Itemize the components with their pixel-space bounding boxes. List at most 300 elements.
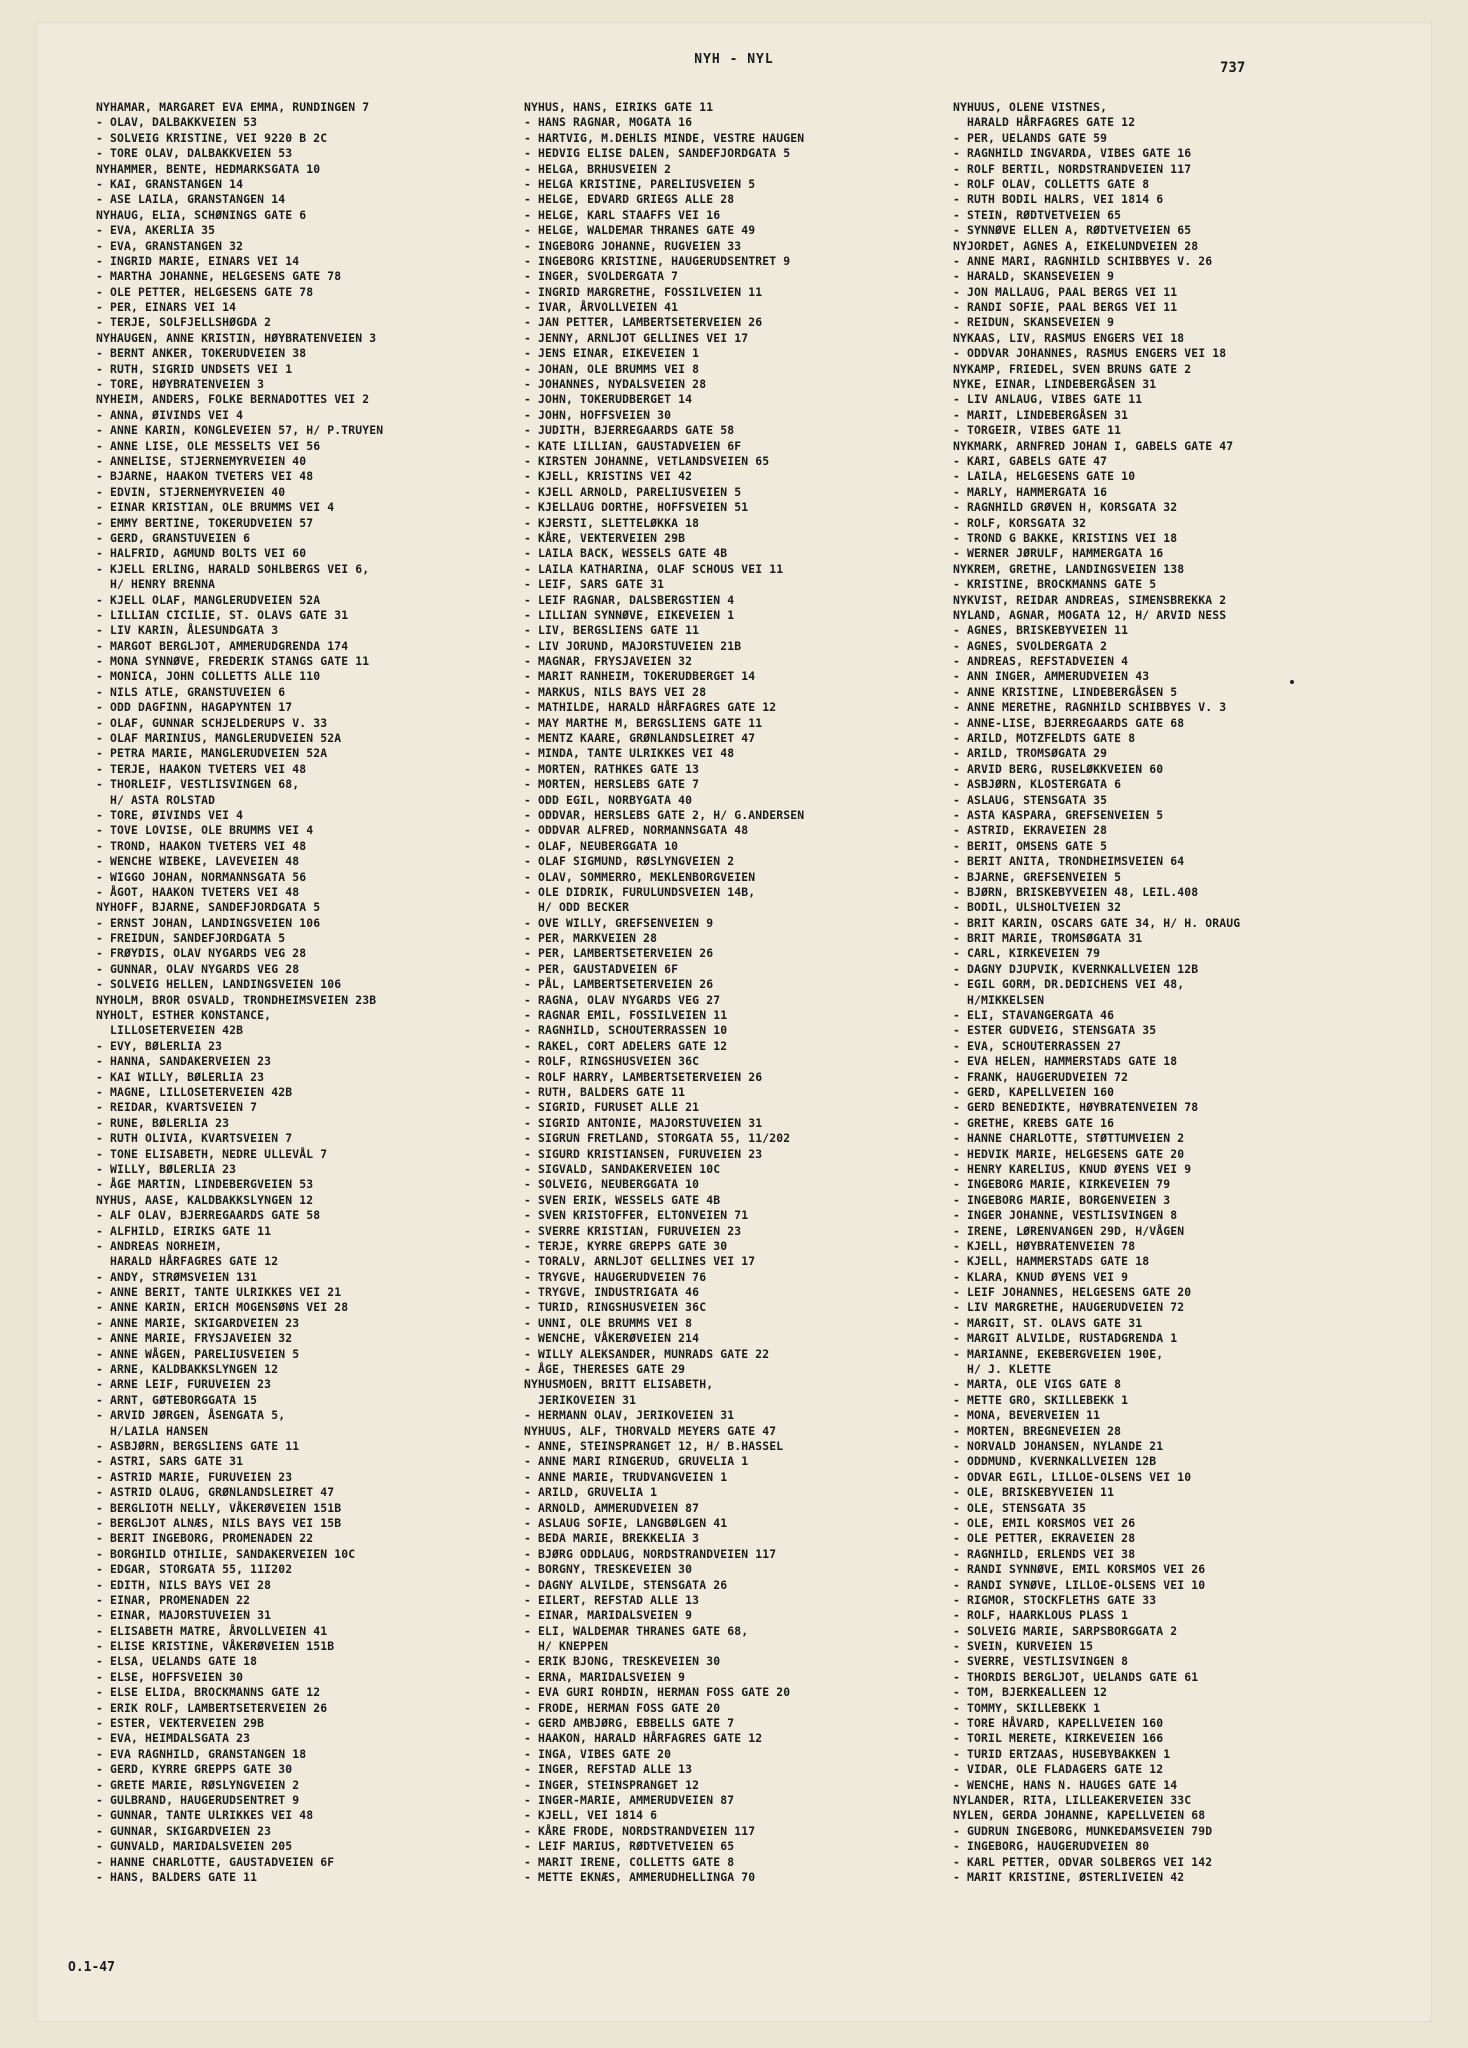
directory-entry: - ANDREAS, REFSTADVEIEN 4 xyxy=(953,654,1129,669)
directory-entry: - WENCHE, HANS N. HAUGES GATE 14 xyxy=(953,1777,1178,1792)
directory-entry: - PER, EINARS VEI 14 xyxy=(96,300,237,315)
directory-entry: - ANNE BERIT, TANTE ULRIKKES VEI 21 xyxy=(96,1285,342,1300)
directory-entry: - GUDRUN INGEBORG, MUNKEDAMSVEIEN 79D xyxy=(953,1823,1213,1838)
directory-entry: - GERD, KYRRE GREPPS GATE 30 xyxy=(96,1762,293,1777)
directory-entry: - MAGNAR, FRYSJAVEIEN 32 xyxy=(524,654,693,669)
directory-entry: NYHUS, HANS, EIRIKS GATE 11 xyxy=(524,100,714,114)
directory-entry: - OLAV, SOMMERRO, MEKLENBORGVEIEN xyxy=(524,869,756,884)
directory-entry: - EVA, AKERLIA 35 xyxy=(96,223,216,238)
directory-entry: - GERD, KAPELLVEIEN 160 xyxy=(953,1085,1115,1099)
directory-entry: - INGRID MARGRETHE, FOSSILVEIEN 11 xyxy=(524,284,763,299)
directory-entry: - TORE, HØYBRATENVEIEN 3 xyxy=(96,377,265,392)
directory-entry: - ODDVAR JOHANNES, RASMUS ENGERS VEI 18 xyxy=(953,346,1227,361)
directory-entry: - THORLEIF, VESTLISVINGEN 68, xyxy=(96,777,300,792)
directory-entry: - GRETE MARIE, RØSLYNGVEIEN 2 xyxy=(96,1777,300,1792)
directory-entry: - ÅGE MARTIN, LINDEBERGVEIEN 53 xyxy=(96,1177,314,1192)
directory-entry: - RUTH, SIGRID UNDSETS VEI 1 xyxy=(96,361,293,376)
directory-entry: - RUTH BODIL HALRS, VEI 1814 6 xyxy=(953,192,1164,207)
directory-entry: - RAKEL, CORT ADELERS GATE 12 xyxy=(524,1038,728,1053)
directory-entry: - BERNT ANKER, TOKERUDVEIEN 38 xyxy=(96,346,307,361)
directory-entry: - ODDVAR, HERSLEBS GATE 2, H/ G.ANDERSEN xyxy=(524,807,805,822)
directory-entry: - LIV MARGRETHE, HAUGERUDVEIEN 72 xyxy=(953,1300,1185,1315)
directory-entry: - ROLF, RINGSHUSVEIEN 36C xyxy=(524,1054,700,1069)
directory-entry: - ROLF HARRY, LAMBERTSETERVEIEN 26 xyxy=(524,1069,763,1084)
directory-entry: - HERMANN OLAV, JERIKOVEIEN 31 xyxy=(524,1408,735,1423)
directory-entry: - ANNE MARIE, FRYSJAVEIEN 32 xyxy=(96,1331,293,1346)
directory-entry: - TROND G BAKKE, KRISTINS VEI 18 xyxy=(953,530,1178,545)
directory-entry: - DAGNY ALVILDE, STENSGATA 26 xyxy=(524,1577,728,1592)
directory-entry: - TORE, ØIVINDS VEI 4 xyxy=(96,807,244,822)
directory-entry: - ASE LAILA, GRANSTANGEN 14 xyxy=(96,192,286,207)
directory-entry: - ANNA, ØIVINDS VEI 4 xyxy=(96,407,244,422)
directory-entry: - KJELL, HØYBRATENVEIEN 78 xyxy=(953,1238,1136,1253)
directory-entry: H/MIKKELSEN xyxy=(953,992,1045,1007)
directory-entry: - ANNE-LISE, BJERREGAARDS GATE 68 xyxy=(953,715,1185,730)
directory-entry: - INGER, STEINSPRANGET 12 xyxy=(524,1777,700,1792)
directory-entry: - HELGE, WALDEMAR THRANES GATE 49 xyxy=(524,223,756,238)
directory-entry: - ÅGE, THERESES GATE 29 xyxy=(524,1362,686,1377)
directory-entry: - EDGAR, STORGATA 55, 11I202 xyxy=(96,1562,293,1577)
directory-entry: - EMMY BERTINE, TOKERUDVEIEN 57 xyxy=(96,515,314,530)
directory-entry: - WILLY ALEKSANDER, MUNRADS GATE 22 xyxy=(524,1346,770,1361)
directory-entry: - ERNA, MARIDALSVEIEN 9 xyxy=(524,1669,686,1684)
directory-entry: NYKMARK, ARNFRED JOHAN I, GABELS GATE 47 xyxy=(953,438,1234,453)
directory-entry: - OLE PETTER, HELGESENS GATE 78 xyxy=(96,284,314,299)
directory-entry: - ERNST JOHAN, LANDINGSVEIEN 106 xyxy=(96,915,321,930)
directory-entry: - TORE HÅVARD, KAPELLVEIEN 160 xyxy=(953,1716,1164,1731)
directory-entry: - SVEN ERIK, WESSELS GATE 4B xyxy=(524,1192,721,1207)
directory-entry: - BRIT KARIN, OSCARS GATE 34, H/ H. ORAUG xyxy=(953,915,1241,930)
directory-entry: - EINAR, MAJORSTUVEIEN 31 xyxy=(96,1608,272,1623)
directory-entry: - TRYGVE, INDUSTRIGATA 46 xyxy=(524,1285,700,1300)
directory-entry: NYHEIM, ANDERS, FOLKE BERNADOTTES VEI 2 xyxy=(96,392,370,407)
directory-entry: - LEIF, SARS GATE 31 xyxy=(524,577,665,592)
directory-entry: - ANNE MARI RINGERUD, GRUVELIA 1 xyxy=(524,1454,749,1469)
directory-entry: - ANNE MARIE, TRUDVANGVEIEN 1 xyxy=(524,1469,728,1484)
directory-entry: H/ J. KLETTE xyxy=(953,1362,1052,1377)
directory-entry: - GUNNAR, SKIGARDVEIEN 23 xyxy=(96,1823,272,1838)
directory-entry: - FRØYDIS, OLAV NYGARDS VEG 28 xyxy=(96,946,307,961)
directory-entry: - BERIT INGEBORG, PROMENADEN 22 xyxy=(96,1531,314,1546)
directory-entry: JERIKOVEIEN 31 xyxy=(524,1392,637,1407)
directory-entry: - SOLVEIG HELLEN, LANDINGSVEIEN 106 xyxy=(96,977,342,992)
directory-entry: - RAGNHILD, SCHOUTERRASSEN 10 xyxy=(524,1023,728,1038)
directory-entry: - HAAKON, HARALD HÅRFAGRES GATE 12 xyxy=(524,1731,763,1746)
directory-entry: - INGEBORG JOHANNE, RUGVEIEN 33 xyxy=(524,238,742,253)
directory-entry: - SOLVEIG, NEUBERGGATA 10 xyxy=(524,1177,700,1192)
directory-entry: - MARIANNE, EKEBERGVEIEN 190E, xyxy=(953,1346,1164,1361)
directory-entry: - ELI, STAVANGERGATA 46 xyxy=(953,1008,1115,1023)
directory-entry: - TOVE LOVISE, OLE BRUMMS VEI 4 xyxy=(96,823,314,838)
directory-entry: - INGEBORG KRISTINE, HAUGERUDSENTRET 9 xyxy=(524,253,791,268)
directory-entry: - HELGA, BRHUSVEIEN 2 xyxy=(524,161,672,176)
directory-entry: - OLE, STENSGATA 35 xyxy=(953,1500,1087,1515)
directory-entry: - JON MALLAUG, PAAL BERGS VEI 11 xyxy=(953,284,1178,299)
directory-entry: - BJØRG ODDLAUG, NORDSTRANDVEIEN 117 xyxy=(524,1546,777,1561)
directory-entry: - ANNE MARI, RAGNHILD SCHIBBYES V. 26 xyxy=(953,253,1213,268)
directory-entry: - MAGNE, LILLOSETERVEIEN 42B xyxy=(96,1085,293,1099)
directory-entry: NYHAMMER, BENTE, HEDMARKSGATA 10 xyxy=(96,161,321,176)
directory-entry: - HELGE, EDVARD GRIEGS ALLE 28 xyxy=(524,192,735,207)
directory-entry: - VIDAR, OLE FLADAGERS GATE 12 xyxy=(953,1762,1164,1777)
directory-entry: - TRYGVE, HAUGERUDVEIEN 76 xyxy=(524,1269,707,1284)
directory-entry: - KRISTINE, BROCKMANNS GATE 5 xyxy=(953,577,1157,592)
directory-entry: - ELISE KRISTINE, VÅKERØVEIEN 151B xyxy=(96,1639,335,1654)
directory-entry: - TORIL MERETE, KIRKEVEIEN 166 xyxy=(953,1731,1164,1746)
directory-entry: - UNNI, OLE BRUMMS VEI 8 xyxy=(524,1315,693,1330)
directory-entry: - EGIL GORM, DR.DEDICHENS VEI 48, xyxy=(953,977,1185,992)
directory-entry: - ARNE LEIF, FURUVEIEN 23 xyxy=(96,1377,272,1392)
directory-entry: - ANDY, STRØMSVEIEN 131 xyxy=(96,1269,258,1284)
directory-entry: LILLOSETERVEIEN 42B xyxy=(96,1023,244,1038)
directory-entry: - KLARA, KNUD ØYENS VEI 9 xyxy=(953,1269,1129,1284)
directory-entry: - RUTH OLIVIA, KVARTSVEIEN 7 xyxy=(96,1131,293,1146)
directory-entry: NYKREM, GRETHE, LANDINGSVEIEN 138 xyxy=(953,561,1185,576)
directory-entry: - TERJE, KYRRE GREPPS GATE 30 xyxy=(524,1238,728,1253)
directory-entry: - EILERT, REFSTAD ALLE 13 xyxy=(524,1592,700,1607)
directory-entry: - MARTHA JOHANNE, HELGESENS GATE 78 xyxy=(96,269,342,284)
directory-entry: - MAY MARTHE M, BERGSLIENS GATE 11 xyxy=(524,715,763,730)
directory-entry: - ROLF BERTIL, NORDSTRANDVEIEN 117 xyxy=(953,161,1192,176)
directory-entry: - PER, LAMBERTSETERVEIEN 26 xyxy=(524,946,714,961)
directory-entry: - HEDVIK MARIE, HELGESENS GATE 20 xyxy=(953,1146,1185,1161)
directory-entry: - ANNE KRISTINE, LINDEBERGÅSEN 5 xyxy=(953,684,1178,699)
directory-entry: - SOLVEIG MARIE, SARPSBORGGATA 2 xyxy=(953,1623,1178,1638)
directory-entry: - ERIK ROLF, LAMBERTSETERVEIEN 26 xyxy=(96,1700,328,1715)
directory-entry: NYLANDER, RITA, LILLEAKERVEIEN 33C xyxy=(953,1792,1192,1807)
directory-entry: - EINAR, PROMENADEN 22 xyxy=(96,1592,251,1607)
directory-entry: - TORGEIR, VIBES GATE 11 xyxy=(953,423,1122,438)
directory-entry: - LEIF RAGNAR, DALSBERGSTIEN 4 xyxy=(524,592,735,607)
directory-entry: - ODDMUND, KVERNKALLVEIEN 12B xyxy=(953,1454,1157,1469)
directory-entry: - DAGNY DJUPVIK, KVERNKALLVEIEN 12B xyxy=(953,961,1199,976)
directory-entry: - WILLY, BØLERLIA 23 xyxy=(96,1161,237,1176)
directory-entry: - LIV JORUND, MAJORSTUVEIEN 21B xyxy=(524,638,742,653)
directory-entry: - ANNELISE, STJERNEMYRVEIEN 40 xyxy=(96,453,307,468)
directory-entry: - JUDITH, BJERREGAARDS GATE 58 xyxy=(524,423,735,438)
directory-entry: - RAGNAR EMIL, FOSSILVEIEN 11 xyxy=(524,1008,728,1023)
directory-entry: NYKE, EINAR, LINDEBERGÅSEN 31 xyxy=(953,377,1157,392)
directory-entry: - ASTA KASPARA, GREFSENVEIEN 5 xyxy=(953,807,1164,822)
directory-entry: - BORGNY, TRESKEVEIEN 30 xyxy=(524,1562,693,1577)
directory-entry: - EVA, HEIMDALSGATA 23 xyxy=(96,1731,251,1746)
directory-entry: - MARIT RANHEIM, TOKERUDBERGET 14 xyxy=(524,669,756,684)
directory-entry: - MONA SYNNØVE, FREDERIK STANGS GATE 11 xyxy=(96,654,370,669)
directory-entry: - GERD BENEDIKTE, HØYBRATENVEIEN 78 xyxy=(953,1100,1199,1115)
directory-entry: - PER, GAUSTADVEIEN 6F xyxy=(524,961,679,976)
directory-entry: - BJARNE, HAAKON TVETERS VEI 48 xyxy=(96,469,314,484)
directory-entry: - LIV ANLAUG, VIBES GATE 11 xyxy=(953,392,1143,407)
directory-entry: - KAI, GRANSTANGEN 14 xyxy=(96,176,244,191)
directory-entry: - GUNVALD, MARIDALSVEIEN 205 xyxy=(96,1839,293,1854)
directory-entry: - SVEIN, KURVEIEN 15 xyxy=(953,1639,1094,1654)
directory-entry: - ARNE, KALDBAKKSLYNGEN 12 xyxy=(96,1362,279,1377)
print-speck xyxy=(1290,680,1294,684)
directory-entry: - SVERRE, VESTLISVINGEN 8 xyxy=(953,1654,1129,1669)
directory-entry: - HENRY KARELIUS, KNUD ØYENS VEI 9 xyxy=(953,1161,1192,1176)
directory-entry: - AGNES, BRISKEBYVEIEN 11 xyxy=(953,623,1129,638)
directory-entry: - OLAF, GUNNAR SCHJELDERUPS V. 33 xyxy=(96,715,328,730)
directory-entry: - IVAR, ÅRVOLLVEIEN 41 xyxy=(524,300,679,315)
directory-column-2 xyxy=(524,100,804,1885)
directory-entry: - JOHN, TOKERUDBERGET 14 xyxy=(524,392,693,407)
directory-entry: - ANNE WÅGEN, PARELIUSVEIEN 5 xyxy=(96,1346,300,1361)
directory-entry: - PETRA MARIE, MANGLERUDVEIEN 52A xyxy=(96,746,328,761)
directory-entry: - TROND, HAAKON TVETERS VEI 48 xyxy=(96,838,307,853)
directory-entry: - INGA, VIBES GATE 20 xyxy=(524,1746,672,1761)
directory-entry: - ODVAR EGIL, LILLOE-OLSENS VEI 10 xyxy=(953,1469,1192,1484)
directory-entry: - BERGLJOT ALNÆS, NILS BAYS VEI 15B xyxy=(96,1515,342,1530)
directory-entry: - EVA RAGNHILD, GRANSTANGEN 18 xyxy=(96,1746,307,1761)
directory-entry: - WENCHE WIBEKE, LAVEVEIEN 48 xyxy=(96,854,300,869)
directory-entry: - OLE, EMIL KORSMOS VEI 26 xyxy=(953,1515,1136,1530)
directory-entry: NYJORDET, AGNES A, EIKELUNDVEIEN 28 xyxy=(953,238,1199,253)
directory-entry: - MARGIT, ST. OLAVS GATE 31 xyxy=(953,1315,1143,1330)
directory-entry: - OLAV, DALBAKKVEIEN 53 xyxy=(96,115,258,130)
directory-entry: - GERD AMBJØRG, EBBELLS GATE 7 xyxy=(524,1716,735,1731)
directory-entry: - ELI, WALDEMAR THRANES GATE 68, xyxy=(524,1623,749,1638)
directory-entry: NYHUUS, ALF, THORVALD MEYERS GATE 47 xyxy=(524,1423,777,1438)
directory-entry: - ERIK BJONG, TRESKEVEIEN 30 xyxy=(524,1654,721,1669)
directory-entry: - INGER-MARIE, AMMERUDVEIEN 87 xyxy=(524,1792,735,1807)
directory-entry: - ARVID BERG, RUSELØKKVEIEN 60 xyxy=(953,761,1164,776)
directory-entry: - CARL, KIRKEVEIEN 79 xyxy=(953,946,1101,961)
directory-entry: - BERIT ANITA, TRONDHEIMSVEIEN 64 xyxy=(953,854,1185,869)
directory-entry: NYHOFF, BJARNE, SANDEFJORDGATA 5 xyxy=(96,900,321,915)
directory-entry: - MORTEN, HERSLEBS GATE 7 xyxy=(524,777,700,792)
directory-entry: - EVA, GRANSTANGEN 32 xyxy=(96,238,244,253)
directory-entry: NYKAAS, LIV, RASMUS ENGERS VEI 18 xyxy=(953,330,1185,345)
directory-entry: - ARNOLD, AMMERUDVEIEN 87 xyxy=(524,1500,700,1515)
directory-entry: - ARILD, MOTZFELDTS GATE 8 xyxy=(953,731,1136,746)
directory-entry: - ARNT, GØTEBORGGATA 15 xyxy=(96,1392,258,1407)
directory-entry: - FRODE, HERMAN FOSS GATE 20 xyxy=(524,1700,721,1715)
directory-entry: - RAGNHILD INGVARDA, VIBES GATE 16 xyxy=(953,146,1192,161)
directory-entry: - LEIF JOHANNES, HELGESENS GATE 20 xyxy=(953,1285,1192,1300)
directory-entry: - ODD DAGFINN, HAGAPYNTEN 17 xyxy=(96,700,293,715)
directory-entry: - ALF OLAV, BJERREGAARDS GATE 58 xyxy=(96,1208,321,1223)
directory-entry: - INGER JOHANNE, VESTLISVINGEN 8 xyxy=(953,1208,1178,1223)
directory-entry: - HANS, BALDERS GATE 11 xyxy=(96,1869,258,1884)
directory-entry: - FREIDUN, SANDEFJORDGATA 5 xyxy=(96,931,286,946)
directory-entry: - LEIF MARIUS, RØDTVETVEIEN 65 xyxy=(524,1839,735,1854)
directory-entry: - BORGHILD OTHILIE, SANDAKERVEIEN 10C xyxy=(96,1546,356,1561)
directory-entry: - EINAR KRISTIAN, OLE BRUMMS VEI 4 xyxy=(96,500,335,515)
directory-entry: - TERJE, SOLFJELLSHØGDA 2 xyxy=(96,315,272,330)
directory-entry: - TERJE, HAAKON TVETERS VEI 48 xyxy=(96,761,307,776)
directory-entry: NYLAND, AGNAR, MOGATA 12, H/ ARVID NESS xyxy=(953,607,1227,622)
directory-entry: - ASTRID, EKRAVEIEN 28 xyxy=(953,823,1108,838)
directory-entry: - NILS ATLE, GRANSTUVEIEN 6 xyxy=(96,684,286,699)
page-number: 737 xyxy=(1220,60,1246,76)
directory-entry: - RUTH, BALDERS GATE 11 xyxy=(524,1085,686,1099)
directory-entry: - KÅRE, VEKTERVEIEN 29B xyxy=(524,530,686,545)
directory-entry: - EINAR, MARIDALSVEIEN 9 xyxy=(524,1608,693,1623)
directory-entry: - THORDIS BERGLJOT, UELANDS GATE 61 xyxy=(953,1669,1199,1684)
directory-entry: - TONE ELISABETH, NEDRE ULLEVÅL 7 xyxy=(96,1146,328,1161)
directory-entry: - RANDI SOFIE, PAAL BERGS VEI 11 xyxy=(953,300,1178,315)
directory-entry: - TURID, RINGSHUSVEIEN 36C xyxy=(524,1300,707,1315)
directory-entry: - KJELL OLAF, MANGLERUDVEIEN 52A xyxy=(96,592,321,607)
directory-entry: - ASBJØRN, KLOSTERGATA 6 xyxy=(953,777,1122,792)
directory-entry: NYHAUGEN, ANNE KRISTIN, HØYBRATENVEIEN 3 xyxy=(96,330,377,345)
directory-entry: NYHAUG, ELIA, SCHØNINGS GATE 6 xyxy=(96,207,307,222)
directory-entry: - EVA HELEN, HAMMERSTADS GATE 18 xyxy=(953,1054,1178,1069)
directory-entry: - MARGIT ALVILDE, RUSTADGRENDA 1 xyxy=(953,1331,1178,1346)
directory-entry: - HEDVIG ELISE DALEN, SANDEFJORDGATA 5 xyxy=(524,146,791,161)
directory-entry: - MARTA, OLE VIGS GATE 8 xyxy=(953,1377,1122,1392)
directory-entry: - KARL PETTER, ODVAR SOLBERGS VEI 142 xyxy=(953,1854,1213,1869)
directory-entry: - ANNE MARIE, SKIGARDVEIEN 23 xyxy=(96,1315,300,1330)
directory-entry: HARALD HÅRFAGRES GATE 12 xyxy=(96,1254,279,1269)
directory-entry: - ASTRI, SARS GATE 31 xyxy=(96,1454,244,1469)
directory-entry: - ARILD, GRUVELIA 1 xyxy=(524,1485,658,1500)
directory-entry: - MARGOT BERGLJOT, AMMERUDGRENDA 174 xyxy=(96,638,349,653)
directory-entry: - OLAF, NEUBERGGATA 10 xyxy=(524,838,679,853)
directory-entry: - METTE EKNÆS, AMMERUDHELLINGA 70 xyxy=(524,1869,756,1884)
directory-entry: - MONICA, JOHN COLLETTS ALLE 110 xyxy=(96,669,321,684)
directory-entry: - BJØRN, BRISKEBYVEIEN 48, LEIL.408 xyxy=(953,884,1199,899)
directory-entry: - BERGLIOTH NELLY, VÅKERØVEIEN 151B xyxy=(96,1500,342,1515)
directory-entry: - MENTZ KAARE, GRØNLANDSLEIRET 47 xyxy=(524,731,756,746)
directory-entry: - LILLIAN CICILIE, ST. OLAVS GATE 31 xyxy=(96,607,349,622)
directory-entry: - AGNES, SVOLDERGATA 2 xyxy=(953,638,1108,653)
directory-entry: - TORE OLAV, DALBAKKVEIEN 53 xyxy=(96,146,293,161)
directory-entry: - JOHAN, OLE BRUMMS VEI 8 xyxy=(524,361,700,376)
directory-entry: - ANN INGER, AMMERUDVEIEN 43 xyxy=(953,669,1150,684)
directory-entry: - KÅRE FRODE, NORDSTRANDVEIEN 117 xyxy=(524,1823,756,1838)
directory-entry: - SOLVEIG KRISTINE, VEI 9220 B 2C xyxy=(96,130,328,145)
directory-entry: - TOMMY, SKILLEBEKK 1 xyxy=(953,1700,1101,1715)
page-header-range: NYH - NYL xyxy=(694,52,774,67)
directory-entry: - MINDA, TANTE ULRIKKES VEI 48 xyxy=(524,746,735,761)
directory-entry: - GRETHE, KREBS GATE 16 xyxy=(953,1115,1115,1130)
directory-entry: H/LAILA HANSEN xyxy=(96,1423,209,1438)
directory-entry: - BEDA MARIE, BREKKELIA 3 xyxy=(524,1531,700,1546)
directory-entry: - SYNNØVE ELLEN A, RØDTVETVEIEN 65 xyxy=(953,223,1192,238)
directory-entry: - GUNNAR, TANTE ULRIKKES VEI 48 xyxy=(96,1808,314,1823)
directory-entry: - HARALD, SKANSEVEIEN 9 xyxy=(953,269,1115,284)
directory-entry: - LILLIAN SYNNØVE, EIKEVEIEN 1 xyxy=(524,607,735,622)
directory-entry: H/ KNEPPEN xyxy=(524,1639,609,1654)
directory-entry: - MORTEN, BREGNEVEIEN 28 xyxy=(953,1423,1122,1438)
directory-entry: - RUNE, BØLERLIA 23 xyxy=(96,1115,230,1130)
directory-entry: - RAGNHILD, ERLENDS VEI 38 xyxy=(953,1546,1136,1561)
directory-entry: - ALFHILD, EIRIKS GATE 11 xyxy=(96,1223,272,1238)
directory-entry: - KJELL ERLING, HARALD SOHLBERGS VEI 6, xyxy=(96,561,370,576)
directory-entry: - WENCHE, VÅKERØVEIEN 214 xyxy=(524,1331,700,1346)
directory-entry: - NORVALD JOHANSEN, NYLANDE 21 xyxy=(953,1438,1164,1453)
directory-entry: - BODIL, ULSHOLTVEIEN 32 xyxy=(953,900,1122,915)
directory-entry: - INGER, REFSTAD ALLE 13 xyxy=(524,1762,693,1777)
directory-entry: - SIGVALD, SANDAKERVEIEN 10C xyxy=(524,1161,721,1176)
directory-entry: - GUNNAR, OLAV NYGARDS VEG 28 xyxy=(96,961,300,976)
directory-entry: - ODD EGIL, NORBYGATA 40 xyxy=(524,792,693,807)
directory-entry: - RAGNHILD GRØVEN H, KORSGATA 32 xyxy=(953,500,1178,515)
directory-entry: - EVA GURI ROHDIN, HERMAN FOSS GATE 20 xyxy=(524,1685,791,1700)
directory-entry: - ESTER, VEKTERVEIEN 29B xyxy=(96,1716,265,1731)
directory-entry: - ASBJØRN, BERGSLIENS GATE 11 xyxy=(96,1438,300,1453)
directory-entry: NYKAMP, FRIEDEL, SVEN BRUNS GATE 2 xyxy=(953,361,1192,376)
directory-entry: - EDITH, NILS BAYS VEI 28 xyxy=(96,1577,272,1592)
directory-entry: - ROLF, KORSGATA 32 xyxy=(953,515,1087,530)
directory-entry: H/ ODD BECKER xyxy=(524,900,630,915)
directory-entry: - ASLAUG SOFIE, LANGBØLGEN 41 xyxy=(524,1515,728,1530)
directory-entry: - GERD, GRANSTUVEIEN 6 xyxy=(96,530,251,545)
directory-entry: - KJELL ARNOLD, PARELIUSVEIEN 5 xyxy=(524,484,742,499)
directory-entry: - KIRSTEN JOHANNE, VETLANDSVEIEN 65 xyxy=(524,453,770,468)
directory-entry: - ANNE KARIN, KONGLEVEIEN 57, H/ P.TRUYEN xyxy=(96,423,384,438)
directory-entry: - HALFRID, AGMUND BOLTS VEI 60 xyxy=(96,546,307,561)
directory-entry: - JOHN, HOFFSVEIEN 30 xyxy=(524,407,672,422)
directory-entry: - OLE PETTER, EKRAVEIEN 28 xyxy=(953,1531,1136,1546)
directory-entry: - RAGNA, OLAV NYGARDS VEG 27 xyxy=(524,992,721,1007)
directory-entry: - SIGRUN FRETLAND, STORGATA 55, 11/202 xyxy=(524,1131,791,1146)
directory-entry: - BRIT MARIE, TROMSØGATA 31 xyxy=(953,931,1143,946)
directory-entry: - BERIT, OMSENS GATE 5 xyxy=(953,838,1108,853)
directory-entry: - MARIT, LINDEBERGÅSEN 31 xyxy=(953,407,1129,422)
directory-entry: - INGRID MARIE, EINARS VEI 14 xyxy=(96,253,300,268)
directory-entry: - MARIT KRISTINE, ØSTERLIVEIEN 42 xyxy=(953,1869,1185,1884)
directory-entry: - SIGRID, FURUSET ALLE 21 xyxy=(524,1100,700,1115)
directory-entry: - KJELL, KRISTINS VEI 42 xyxy=(524,469,693,484)
directory-entry: - HANNE CHARLOTTE, GAUSTADVEIEN 6F xyxy=(96,1854,335,1869)
directory-entry: NYKVIST, REIDAR ANDREAS, SIMENSBREKKA 2 xyxy=(953,592,1227,607)
directory-entry: - ANNE LISE, OLE MESSELTS VEI 56 xyxy=(96,438,321,453)
directory-entry: - ASLAUG, STENSGATA 35 xyxy=(953,792,1108,807)
directory-entry: - HANNE CHARLOTTE, STØTTUMVEIEN 2 xyxy=(953,1131,1185,1146)
directory-column-1 xyxy=(96,100,383,1885)
directory-entry: - LAILA BACK, WESSELS GATE 4B xyxy=(524,546,728,561)
directory-entry: - KARI, GABELS GATE 47 xyxy=(953,453,1108,468)
directory-entry: - ÅGOT, HAAKON TVETERS VEI 48 xyxy=(96,884,300,899)
directory-entry: - WIGGO JOHAN, NORMANNSGATA 56 xyxy=(96,869,307,884)
directory-entry: - INGER, SVOLDERGATA 7 xyxy=(524,269,679,284)
directory-entry: - ROLF, HAARKLOUS PLASS 1 xyxy=(953,1608,1129,1623)
directory-entry: - ODDVAR ALFRED, NORMANNSGATA 48 xyxy=(524,823,749,838)
directory-entry: NYLEN, GERDA JOHANNE, KAPELLVEIEN 68 xyxy=(953,1808,1206,1823)
directory-entry: - MARLY, HAMMERGATA 16 xyxy=(953,484,1108,499)
directory-entry: - SIGURD KRISTIANSEN, FURUVEIEN 23 xyxy=(524,1146,763,1161)
directory-entry: - HANS RAGNAR, MOGATA 16 xyxy=(524,115,693,130)
directory-entry: - INGEBORG MARIE, BORGENVEIEN 3 xyxy=(953,1192,1171,1207)
directory-entry: - IRENE, LØRENVANGEN 29D, H/VÅGEN xyxy=(953,1223,1185,1238)
directory-entry: - KJELL, VEI 1814 6 xyxy=(524,1808,658,1823)
directory-entry: H/ ASTA ROLSTAD xyxy=(96,792,216,807)
directory-entry: - MARIT IRENE, COLLETTS GATE 8 xyxy=(524,1854,735,1869)
directory-entry: - INGEBORG, HAUGERUDVEIEN 80 xyxy=(953,1839,1150,1854)
directory-entry: - ARILD, TROMSØGATA 29 xyxy=(953,746,1108,761)
directory-entry: - STEIN, RØDTVETVEIEN 65 xyxy=(953,207,1122,222)
directory-entry: - OLAF SIGMUND, RØSLYNGVEIEN 2 xyxy=(524,854,735,869)
directory-entry: - WERNER JØRULF, HAMMERGATA 16 xyxy=(953,546,1164,561)
directory-entry: - ELSA, UELANDS GATE 18 xyxy=(96,1654,258,1669)
directory-entry: - METTE GRO, SKILLEBEKK 1 xyxy=(953,1392,1129,1407)
directory-entry: - MORTEN, RATHKES GATE 13 xyxy=(524,761,700,776)
directory-entry: - MARKUS, NILS BAYS VEI 28 xyxy=(524,684,707,699)
directory-entry: - JENS EINAR, EIKEVEIEN 1 xyxy=(524,346,700,361)
directory-entry: - ESTER GUDVEIG, STENSGATA 35 xyxy=(953,1023,1157,1038)
directory-entry: - RANDI SYNØVE, LILLOE-OLSENS VEI 10 xyxy=(953,1577,1206,1592)
directory-entry: - OVE WILLY, GREFSENVEIEN 9 xyxy=(524,915,714,930)
directory-entry: - RIGMOR, STOCKFLETHS GATE 33 xyxy=(953,1592,1157,1607)
directory-entry: NYHAMAR, MARGARET EVA EMMA, RUNDINGEN 7 xyxy=(96,100,370,114)
directory-entry: - PER, MARKVEIEN 28 xyxy=(524,931,658,946)
directory-entry: - KATE LILLIAN, GAUSTADVEIEN 6F xyxy=(524,438,742,453)
directory-entry: - ANDREAS NORHEIM, xyxy=(96,1238,223,1253)
directory-entry: - LAILA KATHARINA, OLAF SCHOUS VEI 11 xyxy=(524,561,784,576)
directory-entry: - TOM, BJERKEALLEEN 12 xyxy=(953,1685,1108,1700)
